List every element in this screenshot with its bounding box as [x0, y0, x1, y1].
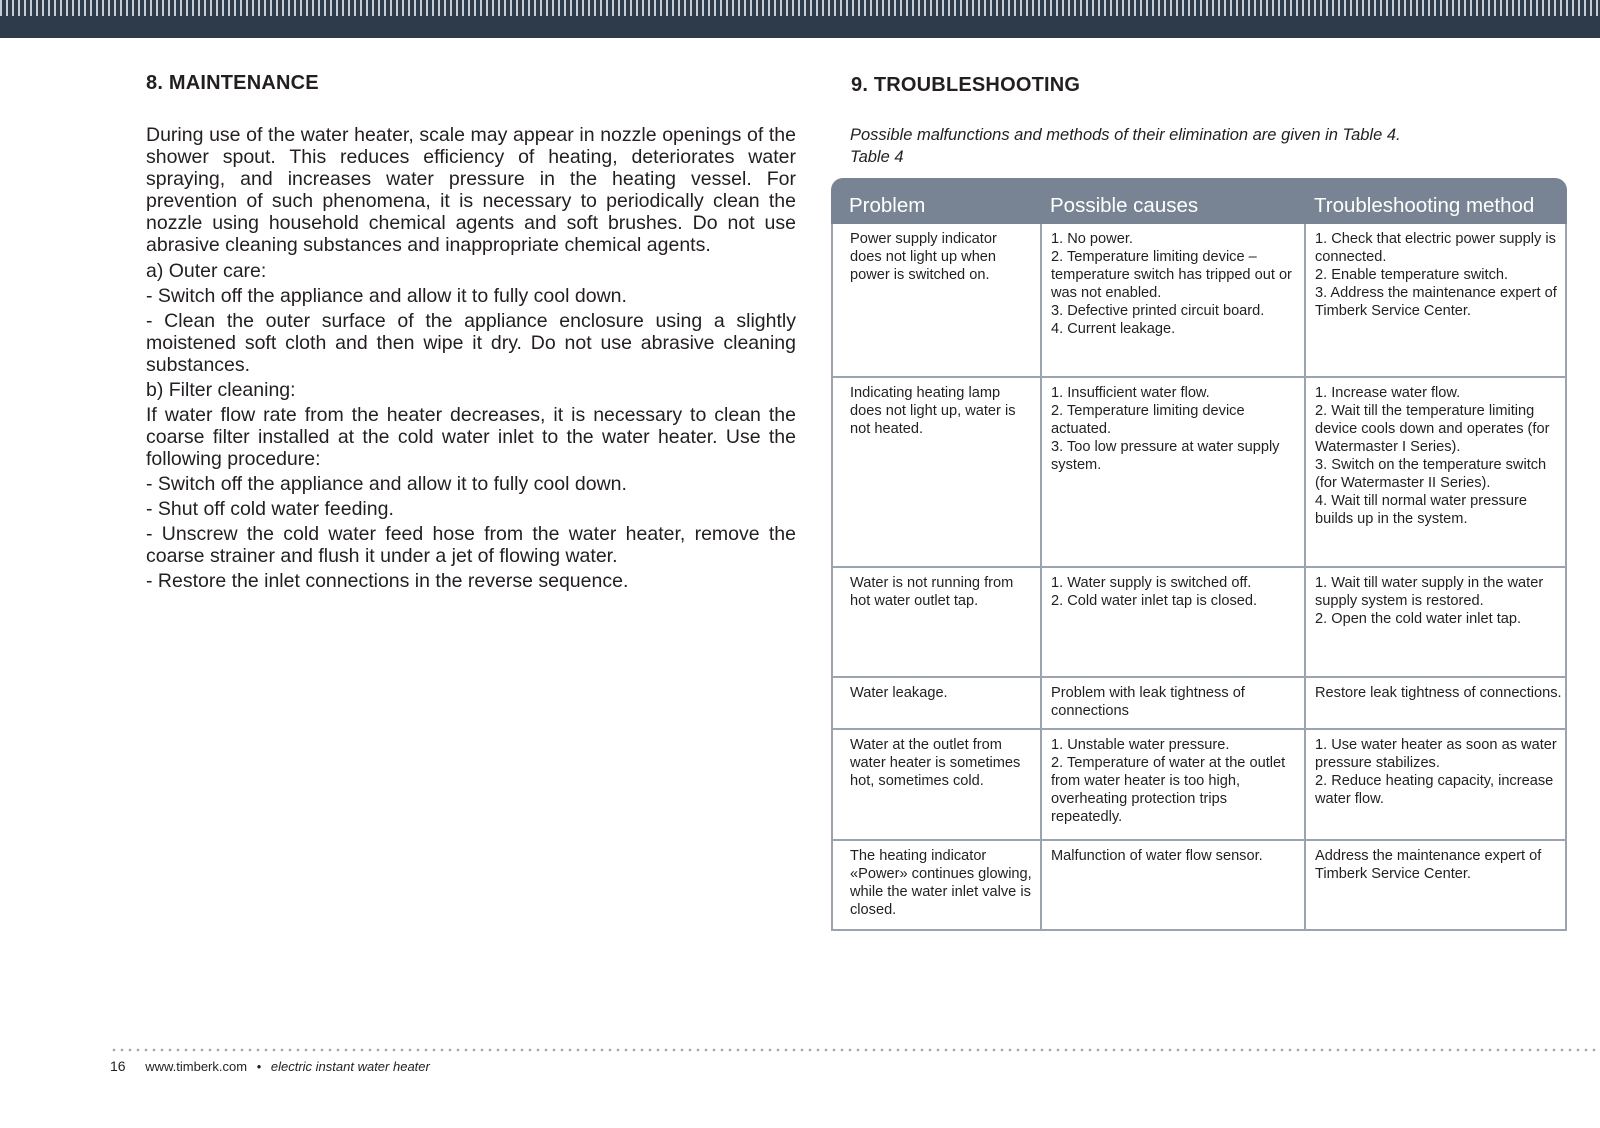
header-troubleshooting-method: Troubleshooting method [1314, 194, 1535, 217]
table-row [833, 566, 1565, 676]
method-cell [1306, 730, 1565, 839]
causes-cell [1042, 678, 1306, 728]
footer-website: www.timberk.com [145, 1059, 248, 1074]
cell-line: Problem with leak tightness of connections [1051, 685, 1245, 719]
top-banner [0, 0, 1600, 38]
cell-line: Address the maintenance expert of Timberk Service Center. [1315, 848, 1542, 882]
causes-cell [1042, 568, 1306, 676]
method-cell [1306, 841, 1565, 929]
cell-line: 1. No power. [1051, 231, 1133, 247]
cell-line: 2. Temperature limiting device actuated. [1051, 403, 1245, 437]
causes-cell [1042, 841, 1306, 929]
table-row [833, 376, 1565, 566]
cell-line: 1. Wait till water supply in the water supply system is restored. [1315, 575, 1544, 609]
problem-cell [833, 568, 1042, 676]
cell-line: 1. Unstable water pressure. [1051, 737, 1230, 753]
header-possible-causes: Possible causes [1050, 194, 1199, 217]
cell-line: The heating indicator «Power» continues glowing, while the water inlet valve is closed. [850, 848, 1032, 918]
cell-line: 2. Wait till the temperature limiting device cools down and operates (for Watermaster I Series). [1315, 403, 1550, 455]
maintenance-heading: 8. MAINTENANCE [146, 72, 319, 94]
filter-cleaning-step: - Switch off the appliance and allow it to fully cool down. [146, 473, 627, 495]
problem-cell [833, 678, 1042, 728]
filter-cleaning-heading: b) Filter cleaning: [146, 379, 296, 401]
table-row [833, 224, 1565, 376]
causes-cell [1042, 224, 1306, 376]
troubleshooting-intro-block [850, 124, 1401, 168]
footer-separator: • [256, 1059, 262, 1074]
problem-cell [833, 378, 1042, 566]
cell-line: Malfunction of water flow sensor. [1051, 848, 1263, 864]
outer-care-step: - Clean the outer surface of the appliance enclosure using a slightly moistened soft cloth and then wipe it dry. Do not use abrasive cleaning substances. [146, 310, 796, 376]
cell-line: 4. Wait till normal water pressure builds up in the system. [1315, 493, 1527, 527]
header-problem: Problem [849, 194, 926, 217]
cell-line: Water leakage. [850, 685, 948, 701]
table-label: Table 4 [850, 148, 904, 166]
cell-line: Power supply indicator does not light up when power is switched on. [850, 231, 997, 283]
method-cell [1306, 378, 1565, 566]
problem-cell [833, 841, 1042, 929]
outer-care-step: - Switch off the appliance and allow it to fully cool down. [146, 285, 627, 307]
problem-cell [833, 730, 1042, 839]
cell-line: 2. Temperature limiting device – temperature switch has tripped out or was not enabled. [1051, 249, 1292, 301]
causes-cell [1042, 730, 1306, 839]
causes-cell [1042, 378, 1306, 566]
table-header [831, 178, 1567, 224]
filter-cleaning-step: - Restore the inlet connections in the reverse sequence. [146, 570, 629, 592]
troubleshooting-heading: 9. TROUBLESHOOTING [851, 74, 1081, 96]
cell-line: 2. Cold water inlet tap is closed. [1051, 593, 1258, 609]
page-number: 16 [110, 1058, 126, 1074]
banner-stripes [0, 0, 1600, 16]
cell-line: 3. Address the maintenance expert of Timberk Service Center. [1315, 285, 1557, 319]
problem-cell [833, 224, 1042, 376]
table-row [833, 839, 1565, 929]
cell-line: 1. Increase water flow. [1315, 385, 1461, 401]
cell-line: Indicating heating lamp does not light up, water is not heated. [850, 385, 1016, 437]
troubleshooting-intro: Possible malfunctions and methods of their elimination are given in Table 4. [850, 126, 1401, 144]
maintenance-section [146, 124, 796, 595]
cell-line: 2. Enable temperature switch. [1315, 267, 1509, 283]
table-body [831, 224, 1567, 931]
table-row [833, 728, 1565, 839]
footer-divider [110, 1048, 1600, 1052]
cell-line: 1. Use water heater as soon as water pressure stabilizes. [1315, 737, 1557, 771]
cell-line: Restore leak tightness of connections. [1315, 685, 1562, 701]
cell-line: 4. Current leakage. [1051, 321, 1176, 337]
filter-cleaning-step: - Unscrew the cold water feed hose from the water heater, remove the coarse strainer and flush it under a jet of flowing water. [146, 523, 796, 567]
troubleshooting-table [831, 178, 1567, 938]
cell-line: Water is not running from hot water outlet tap. [850, 575, 1014, 609]
cell-line: 3. Switch on the temperature switch (for Watermaster II Series). [1315, 457, 1547, 491]
method-cell [1306, 678, 1565, 728]
outer-care-heading: a) Outer care: [146, 260, 267, 282]
cell-line: 1. Water supply is switched off. [1051, 575, 1252, 591]
cell-line: 3. Defective printed circuit board. [1051, 303, 1265, 319]
filter-cleaning-step: - Shut off cold water feeding. [146, 498, 394, 520]
footer-description: electric instant water heater [270, 1059, 430, 1074]
cell-line: 2. Reduce heating capacity, increase water flow. [1315, 773, 1554, 807]
method-cell [1306, 568, 1565, 676]
cell-line: 3. Too low pressure at water supply system. [1051, 439, 1280, 473]
cell-line: Water at the outlet from water heater is sometimes hot, sometimes cold. [850, 737, 1021, 789]
page-footer [110, 1058, 430, 1074]
cell-line: 1. Insufficient water flow. [1051, 385, 1210, 401]
filter-cleaning-intro: If water flow rate from the heater decreases, it is necessary to clean the coarse filter installed at the cold water inlet to the water heater. Use the following procedure: [146, 404, 796, 470]
method-cell [1306, 224, 1565, 376]
cell-line: 1. Check that electric power supply is connected. [1315, 231, 1556, 265]
cell-line: 2. Temperature of water at the outlet from water heater is too high, overheating protection trips repeatedly. [1051, 755, 1286, 825]
table-row [833, 676, 1565, 728]
maintenance-intro: During use of the water heater, scale may appear in nozzle openings of the shower spout. This reduces efficiency of heating, deteriorates water spraying, and increases water pressure in the heating vessel. For prevention of such phenomena, it is necessary to periodically clean the nozzle using household chemical agents and soft brushes. Do not use abrasive cleaning substances and inappropriate chemical agents. [146, 124, 796, 256]
cell-line: 2. Open the cold water inlet tap. [1315, 611, 1522, 627]
